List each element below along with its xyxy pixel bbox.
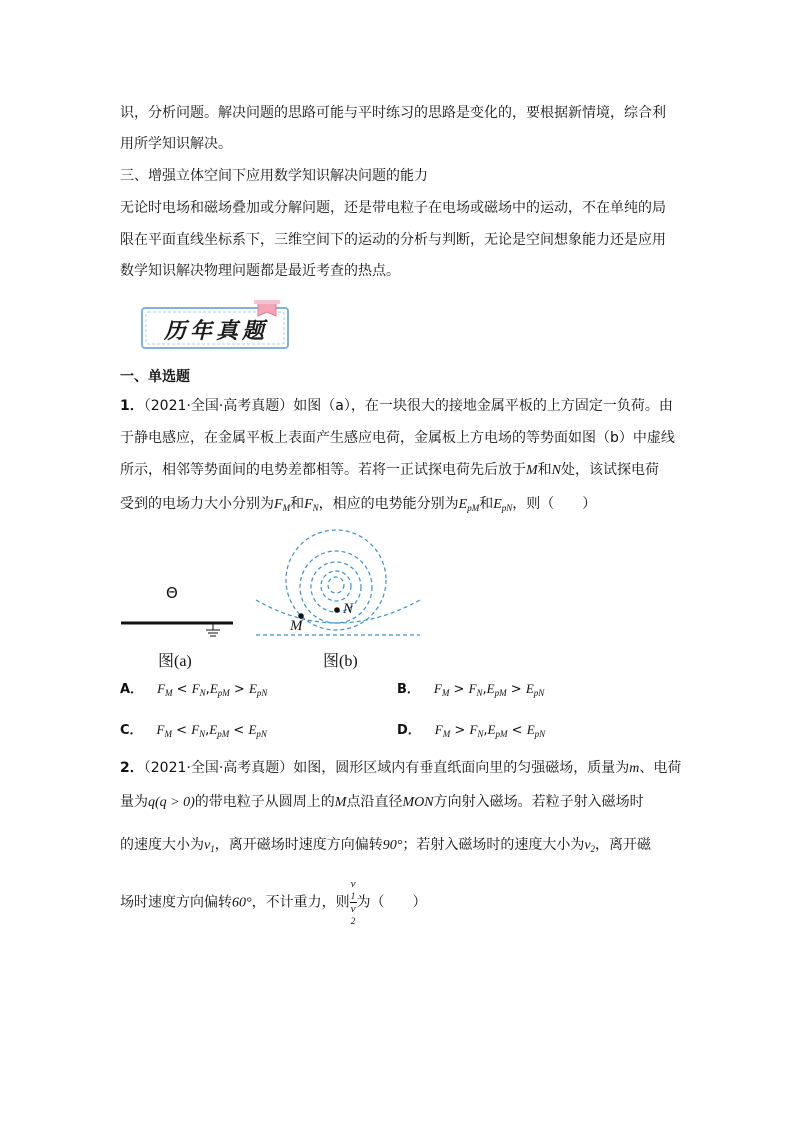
q1-text-4d: 和 xyxy=(479,496,494,512)
energy-m: $E_{pM}$ xyxy=(458,497,480,513)
figure-b xyxy=(250,518,425,640)
q1-line-1 xyxy=(120,396,673,416)
point-n-caption: N xyxy=(343,601,354,617)
caption-b: 图(b) xyxy=(323,653,358,670)
equipotential-lines xyxy=(256,530,420,635)
banner-title: 历年真题 xyxy=(163,318,268,344)
point-m-label: M xyxy=(526,463,538,478)
q1-source: （2021·全国·高考真题） xyxy=(143,398,294,414)
section-banner xyxy=(140,300,296,350)
q1-text-3b: 和 xyxy=(537,462,552,478)
intro-line-5: 数学知识解决物理问题都是最近考查的热点。 xyxy=(120,263,400,279)
intro-line-3: 无论时电场和磁场叠加或分解问题，还是带电粒子在电场或磁场中的运动，不在单纯的局 xyxy=(120,200,666,216)
negative-charge-symbol: Θ xyxy=(166,584,178,602)
q2-number: 2． xyxy=(120,760,144,776)
force-m: $F_M$ xyxy=(274,497,291,513)
q1-text-4b: 和 xyxy=(290,496,305,512)
option-b[interactable]: B． $F_M > F_N,E_{pM} > E_{pN}$ xyxy=(397,681,545,698)
point-n-label: N xyxy=(551,463,562,478)
intro-line-2: 用所学知识解决。 xyxy=(120,136,232,152)
section-title: 一、单选题 xyxy=(120,369,190,385)
q2-line-3: 的速度大小为$v_1$，离开磁场时速度方向偏转90°；若射入磁场时的速度大小为$v_2$，离开磁 xyxy=(120,837,652,854)
q1-line-2: 于静电感应，在金属平板上表面产生感应电荷，金属板上方电场的等势面如图（b）中虚线 xyxy=(120,430,675,446)
point-m-caption: M xyxy=(290,618,303,634)
q1-line-3 xyxy=(120,460,659,481)
intro-line-1: 识，分析问题。解决问题的思路可能与平时练习的思路是变化的，要根据新情境，综合利 xyxy=(120,105,666,121)
figure-a xyxy=(118,580,238,640)
force-n: $F_N$ xyxy=(304,497,319,513)
q1-number: 1． xyxy=(120,398,144,414)
q2-source: （2021·全国·高考真题） xyxy=(143,760,294,776)
intro-line-4: 限在平面直线坐标系下，三维空间下的运动的分析与判断，无论是空间想象能力还是应用 xyxy=(120,232,666,248)
q1-text-3c: 处，该试探电荷 xyxy=(561,462,660,478)
option-d[interactable]: D． $F_M > F_N,E_{pM} < E_{pN}$ xyxy=(397,722,546,739)
option-c[interactable]: C． $F_M < F_N,E_{pM} < E_{pN}$ xyxy=(120,722,267,739)
point-n xyxy=(334,607,340,613)
velocity-ratio: v 1 v 2 xyxy=(350,878,356,926)
q1-text-4e: ，则（ ） xyxy=(512,496,597,512)
caption-a: 图(a) xyxy=(158,653,192,670)
q1-text-3a: 所示，相邻等势面间的电势差都相等。若将一正试探电荷先后放于 xyxy=(120,462,526,478)
q2-line-2: 量为q(q > 0)的带电粒子从圆周上的M点沿直径MON方向射入磁场。若粒子射入磁场时 xyxy=(120,794,644,810)
q2-line-1: 2．（2021·全国·高考真题）如图，圆形区域内有垂直纸面向里的匀强磁场，质量为m、电荷 xyxy=(120,760,682,776)
energy-n: $E_{pN}$ xyxy=(493,497,513,513)
intro-heading-3: 三、增强立体空间下应用数学知识解决问题的能力 xyxy=(120,168,428,184)
q1-text-4c: ，相应的电势能分别为 xyxy=(318,496,459,512)
option-a[interactable]: A． $F_M < F_N,E_{pM} > E_{pN}$ xyxy=(120,681,268,698)
q1-text-4a: 受到的电场力大小分别为 xyxy=(120,496,274,512)
q1-text-1: 如图（a），在一块很大的接地金属平板的上方固定一负荷。由 xyxy=(293,398,673,414)
q2-line-4: 场时速度方向偏转60°，不计重力，则 v 1 v 2 为（ ） xyxy=(120,878,427,926)
q1-line-4 xyxy=(120,494,596,518)
